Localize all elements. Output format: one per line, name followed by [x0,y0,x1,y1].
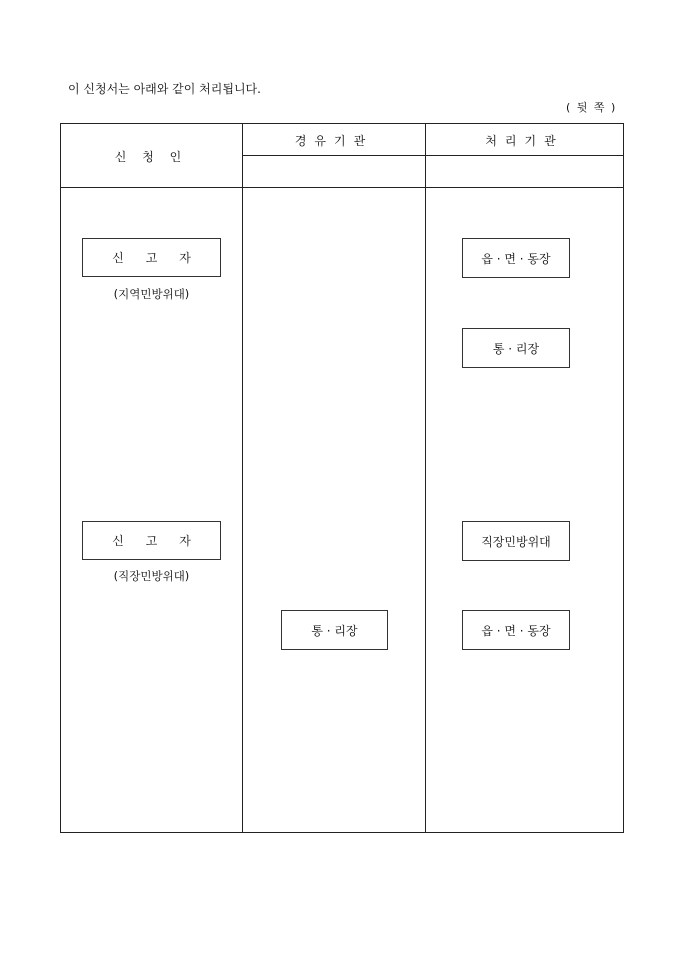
processing-box-eup-myeon-dong-1: 읍 · 면 · 동장 [462,238,570,278]
applicant-box-local-sub: (지역민방위대) [113,287,190,301]
processing-box-eup-myeon-dong-2: 읍 · 면 · 동장 [462,610,570,650]
applicant-box-workplace-sub: (직장민방위대) [113,569,190,583]
applicant-box-workplace: 신고자 [82,521,221,560]
processing-box-tong-ri: 통 · 리장 [462,328,570,368]
header-intermediary: 경유기관 [294,134,374,148]
intermediary-box-tong-ri: 통 · 리장 [281,610,388,650]
applicant-box-local: 신고자 [82,238,221,277]
intro-text: 이 신청서는 아래와 같이 처리됩니다. [68,82,261,96]
header-applicant: 신 청 인 [114,150,188,164]
processing-box-workplace-civil-defense: 직장민방위대 [462,521,570,561]
back-side-label: ( 뒷 쪽 ) [566,101,616,114]
header-processing: 처리기관 [485,134,564,148]
